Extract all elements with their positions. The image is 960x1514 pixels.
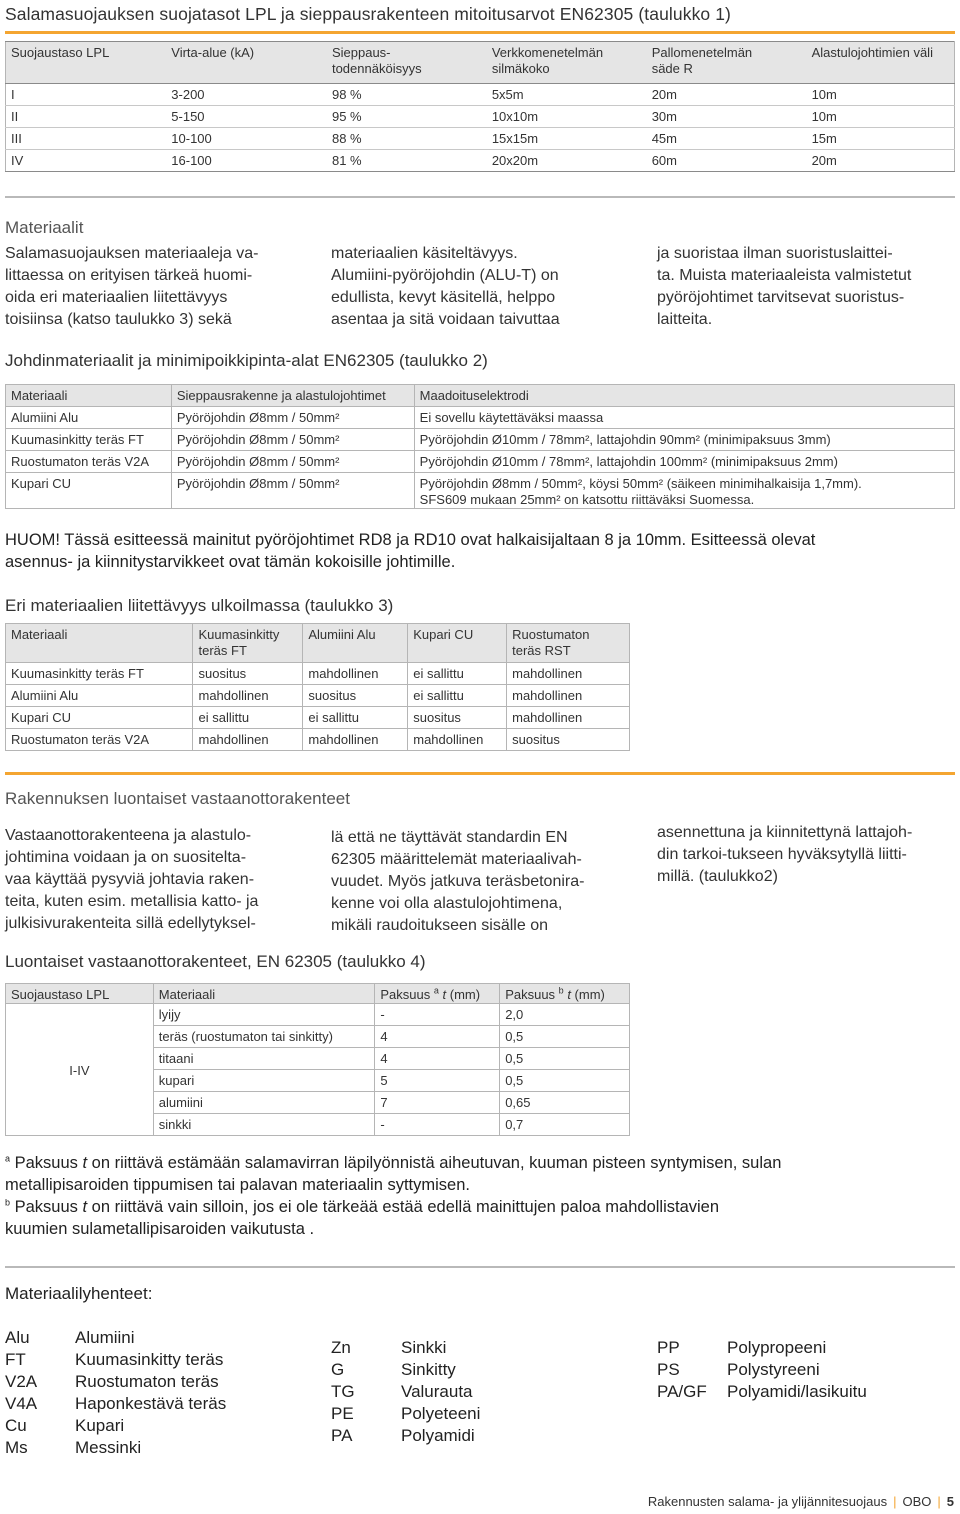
abbreviation-name: Alumiini bbox=[75, 1328, 135, 1347]
materials-col-2 bbox=[331, 243, 631, 331]
table-cell: mahdollinen bbox=[408, 729, 507, 751]
text-line: johtimina voidaan ja on suositelta- bbox=[5, 849, 247, 866]
table-cell: sinkki bbox=[153, 1114, 375, 1136]
header-cell: Materiaali bbox=[6, 385, 172, 407]
table-cell: 5-150 bbox=[166, 106, 327, 128]
table-row bbox=[6, 663, 630, 685]
table-cell: 5 bbox=[375, 1070, 500, 1092]
abbreviations-heading: Materiaalilyhenteet: bbox=[5, 1284, 153, 1303]
abbreviation-name: Polyamidi/lasikuitu bbox=[727, 1382, 867, 1401]
cell-line: Kuumasinkitty teräs FT bbox=[11, 432, 144, 447]
cell-line: Pyöröjohdin Ø10mm / 78mm², lattajohdin 100mm² (minimipaksuus 2mm) bbox=[419, 454, 838, 469]
table-cell bbox=[6, 407, 172, 429]
table-cell: mahdollinen bbox=[507, 685, 630, 707]
text-line: Vastaanottorakenteena ja alastulo- bbox=[5, 827, 252, 844]
cell-line: teräs FT bbox=[198, 643, 247, 658]
abbreviation-row bbox=[657, 1337, 867, 1359]
header-cell: Paksuus $^b$ t (mm) bbox=[500, 984, 630, 1004]
cell-line: teräs RST bbox=[512, 643, 571, 658]
abbreviation-code: PS bbox=[657, 1360, 680, 1379]
cell-line: Pyöröjohdin Ø8mm / 50mm² bbox=[176, 476, 340, 491]
text-line: julkisivurakenteita sillä edellytyksel- bbox=[5, 915, 256, 932]
table-cell: 95 % bbox=[327, 106, 487, 128]
conductor-table bbox=[5, 384, 955, 509]
table-cell bbox=[414, 451, 954, 473]
cell-line: Alastulojohtimien väli bbox=[811, 45, 933, 60]
table-cell bbox=[171, 407, 414, 429]
table-cell: 0,5 bbox=[500, 1048, 630, 1070]
cell-line: Sieppaus- bbox=[331, 45, 391, 60]
cell-line: Pyöröjohdin Ø10mm / 78mm², lattajohdin 90mm² (minimipaksuus 3mm) bbox=[419, 432, 831, 447]
header-cell bbox=[408, 624, 507, 663]
abbreviation-name: Polyamidi bbox=[401, 1426, 475, 1445]
table-cell bbox=[414, 407, 954, 429]
table-cell: Kuumasinkitty teräs FT bbox=[6, 663, 193, 685]
abbreviation-name: Sinkitty bbox=[401, 1360, 456, 1379]
footer-brand: OBO bbox=[902, 1494, 932, 1509]
table-row bbox=[6, 473, 955, 509]
abbreviation-group-1 bbox=[5, 1327, 226, 1459]
table-row bbox=[6, 429, 955, 451]
header-cell bbox=[303, 624, 408, 663]
abbreviation-row bbox=[331, 1337, 480, 1359]
materials-col-1 bbox=[5, 243, 305, 331]
footnote-a bbox=[5, 1152, 955, 1196]
header-cell: Sieppausrakenne ja alastulojohtimet bbox=[171, 385, 414, 407]
table-cell: suositus bbox=[303, 685, 408, 707]
abbreviation-code: PA/GF bbox=[657, 1382, 707, 1401]
table-row bbox=[6, 407, 955, 429]
abbreviation-row bbox=[657, 1359, 867, 1381]
abbreviation-name: Polyeteeni bbox=[401, 1404, 481, 1423]
table-row bbox=[6, 106, 955, 128]
text-line: lä että ne täyttävät standardin EN bbox=[331, 829, 568, 846]
natural-col-1 bbox=[5, 825, 305, 935]
abbreviation-code: Alu bbox=[5, 1328, 30, 1347]
text-line: HUOM! Tässä esitteessä mainitut pyöröjohtimet RD8 ja RD10 ovat halkaisijaltaan 8 ja 10mm. Esitteessä olevat bbox=[5, 531, 816, 549]
table-cell: teräs (ruostumaton tai sinkitty) bbox=[153, 1026, 375, 1048]
table-cell: 10-100 bbox=[166, 128, 327, 150]
abbreviation-group-2 bbox=[331, 1337, 480, 1447]
section-rule-orange bbox=[5, 772, 955, 775]
cell-line: Kupari CU bbox=[11, 476, 71, 491]
table-cell: I bbox=[6, 84, 167, 106]
text-line: edullista, kevyt käsitellä, helppo bbox=[331, 289, 556, 306]
abbreviation-row bbox=[331, 1381, 480, 1403]
table-cell: - bbox=[375, 1114, 500, 1136]
table-cell: 60m bbox=[647, 150, 807, 172]
text-line: ja suoristaa ilman suoristuslaittei- bbox=[657, 245, 893, 262]
cell-line: Materiaali bbox=[11, 627, 68, 642]
table-cell: 0,65 bbox=[500, 1092, 630, 1114]
section-rule bbox=[5, 196, 955, 198]
section-rule bbox=[5, 1266, 955, 1268]
table-cell: 2,0 bbox=[500, 1004, 630, 1026]
text-line: metallipisaroiden tippumisen tai palavan materiaalin syttymisen. bbox=[5, 1176, 470, 1194]
table-cell: 20m bbox=[807, 150, 955, 172]
table-row bbox=[6, 1004, 630, 1026]
abbreviation-name: Ruostumaton teräs bbox=[75, 1372, 219, 1391]
table-row bbox=[6, 685, 630, 707]
header-cell: Materiaali bbox=[153, 984, 375, 1004]
table2-title: Johdinmateriaalit ja minimipoikkipinta-alat EN62305 (taulukko 2) bbox=[5, 351, 488, 370]
cell-line: todennäköisyys bbox=[331, 61, 422, 76]
table-cell: 3-200 bbox=[166, 84, 327, 106]
table-header-row bbox=[6, 984, 630, 1004]
cell-line: Pyöröjohdin Ø8mm / 50mm² bbox=[176, 432, 340, 447]
table-cell: ei sallittu bbox=[193, 707, 303, 729]
footnote-b bbox=[5, 1196, 955, 1240]
page-title: Salamasuojauksen suojatasot LPL ja sieppausrakenteen mitoitusarvot EN62305 (taulukko 1) bbox=[5, 4, 731, 24]
text-line: asennettuna ja kiinnitettynä lattajoh- bbox=[657, 824, 913, 841]
thickness-table bbox=[5, 983, 630, 1136]
abbreviation-row bbox=[331, 1359, 480, 1381]
table-cell: 15m bbox=[807, 128, 955, 150]
footer-separator: | bbox=[937, 1494, 941, 1509]
text-line: vuudet. Myös jatkuva teräsbetonira- bbox=[331, 873, 585, 890]
abbreviation-name: Kuumasinkitty teräs bbox=[75, 1350, 224, 1369]
text-line: toisiinsa (katso taulukko 3) sekä bbox=[5, 311, 232, 328]
cell-line: Suojaustaso LPL bbox=[11, 45, 110, 60]
abbreviation-row bbox=[657, 1381, 867, 1403]
table-cell: kupari bbox=[153, 1070, 375, 1092]
table-cell: mahdollinen bbox=[303, 729, 408, 751]
table-cell bbox=[171, 429, 414, 451]
table-cell: ei sallittu bbox=[408, 685, 507, 707]
table-cell: III bbox=[6, 128, 167, 150]
cell-line: Ruostumaton bbox=[512, 627, 590, 642]
abbreviation-name: Valurauta bbox=[401, 1382, 473, 1401]
header-cell bbox=[6, 42, 167, 84]
table-cell bbox=[6, 451, 172, 473]
abbreviation-name: Kupari bbox=[75, 1416, 125, 1435]
table-cell: 0,5 bbox=[500, 1070, 630, 1092]
text-line: ta. Muista materiaaleista valmistetut bbox=[657, 267, 912, 284]
abbreviation-name: Polypropeeni bbox=[727, 1338, 827, 1357]
table-header-row bbox=[6, 42, 955, 84]
table-cell: 0,7 bbox=[500, 1114, 630, 1136]
abbreviation-group-3 bbox=[657, 1337, 867, 1403]
table-cell: 0,5 bbox=[500, 1026, 630, 1048]
table-cell: 5x5m bbox=[487, 84, 647, 106]
text-line: mikäli raudoitukseen sisälle on bbox=[331, 917, 548, 934]
abbreviation-row bbox=[5, 1371, 226, 1393]
table-cell: mahdollinen bbox=[303, 663, 408, 685]
text-line: Salamasuojauksen materiaaleja va- bbox=[5, 245, 259, 262]
table-row bbox=[6, 707, 630, 729]
table-row bbox=[6, 84, 955, 106]
abbreviation-name: Haponkestävä teräs bbox=[75, 1394, 227, 1413]
page-number: 5 bbox=[946, 1494, 954, 1509]
text-line: littaessa on erityisen tärkeä huomi- bbox=[5, 267, 253, 284]
footer-separator: | bbox=[893, 1494, 897, 1509]
table-cell: II bbox=[6, 106, 167, 128]
protection-level-cell: I-IV bbox=[6, 1004, 154, 1136]
table-cell: 10m bbox=[807, 106, 955, 128]
abbreviation-code: G bbox=[331, 1360, 345, 1379]
text-line: millä. (taulukko2) bbox=[657, 868, 778, 885]
natural-col-2 bbox=[331, 827, 631, 937]
abbreviation-row bbox=[331, 1425, 480, 1447]
table-cell: 4 bbox=[375, 1026, 500, 1048]
table-cell: 98 % bbox=[327, 84, 487, 106]
cell-line: Pallomenetelmän bbox=[651, 45, 753, 60]
text-line: kenne voi olla alastulojohtimena, bbox=[331, 895, 563, 912]
table-cell: titaani bbox=[153, 1048, 375, 1070]
page-footer bbox=[648, 1494, 954, 1509]
table-cell: 45m bbox=[647, 128, 807, 150]
table-cell: 88 % bbox=[327, 128, 487, 150]
table-cell: suositus bbox=[193, 663, 303, 685]
table-cell: 16-100 bbox=[166, 150, 327, 172]
table-cell bbox=[414, 429, 954, 451]
text-line: teita, kuten esim. metallisia katto- ja bbox=[5, 893, 259, 910]
table-cell: lyijy bbox=[153, 1004, 375, 1026]
abbreviation-row bbox=[5, 1437, 226, 1459]
cell-line: silmäkoko bbox=[491, 61, 550, 76]
table-cell: IV bbox=[6, 150, 167, 172]
abbreviation-row bbox=[5, 1327, 226, 1349]
abbreviation-code: Ms bbox=[5, 1438, 28, 1457]
table-cell: 20x20m bbox=[487, 150, 647, 172]
abbreviation-code: TG bbox=[331, 1382, 355, 1401]
cell-line: Alumiini Alu bbox=[308, 627, 376, 642]
text-line: materiaalien käsiteltävyys. bbox=[331, 245, 518, 262]
footer-text: Rakennusten salama- ja ylijännitesuojaus bbox=[647, 1494, 888, 1509]
table-cell: mahdollinen bbox=[193, 685, 303, 707]
cell-line: säde R bbox=[651, 61, 693, 76]
huom-note bbox=[5, 529, 955, 573]
table-cell: 30m bbox=[647, 106, 807, 128]
table-cell: mahdollinen bbox=[507, 707, 630, 729]
table-cell: alumiini bbox=[153, 1092, 375, 1114]
abbreviation-name: Sinkki bbox=[401, 1338, 447, 1357]
text-line: asentaa ja sitä voidaan taivuttaa bbox=[331, 311, 560, 328]
table-cell: 7 bbox=[375, 1092, 500, 1114]
cell-line: Pyöröjohdin Ø8mm / 50mm² bbox=[176, 410, 340, 425]
table-cell: ei sallittu bbox=[303, 707, 408, 729]
materials-heading: Materiaalit bbox=[5, 218, 84, 237]
cell-line: Ruostumaton teräs V2A bbox=[11, 454, 150, 469]
abbreviation-row bbox=[331, 1403, 480, 1425]
table-cell: 10x10m bbox=[487, 106, 647, 128]
table-row bbox=[6, 128, 955, 150]
table-cell: ei sallittu bbox=[408, 663, 507, 685]
cell-line: Pyöröjohdin Ø8mm / 50mm² bbox=[176, 454, 340, 469]
table-cell: mahdollinen bbox=[193, 729, 303, 751]
abbreviation-code: Cu bbox=[5, 1416, 27, 1435]
abbreviation-row bbox=[5, 1349, 226, 1371]
cell-line: Ei sovellu käytettäväksi maassa bbox=[419, 410, 604, 425]
abbreviation-code: FT bbox=[5, 1350, 26, 1369]
header-cell: Suojaustaso LPL bbox=[6, 984, 154, 1004]
compatibility-table bbox=[5, 623, 630, 751]
table-cell: 81 % bbox=[327, 150, 487, 172]
table-header-row bbox=[6, 385, 955, 407]
natural-col-3 bbox=[657, 822, 957, 888]
table-cell: Alumiini Alu bbox=[6, 685, 193, 707]
table-cell: Kupari CU bbox=[6, 707, 193, 729]
table-row bbox=[6, 729, 630, 751]
header-cell: Paksuus $^a$ t (mm) bbox=[375, 984, 500, 1004]
header-cell bbox=[487, 42, 647, 84]
text-line: 62305 määrittelemät materiaalivah- bbox=[331, 851, 582, 868]
header-cell bbox=[807, 42, 955, 84]
abbreviation-name: Messinki bbox=[75, 1438, 142, 1457]
cell-line: Verkkomenetelmän bbox=[491, 45, 604, 60]
title-rule bbox=[5, 31, 955, 34]
table-cell: suositus bbox=[507, 729, 630, 751]
table-cell: 10m bbox=[807, 84, 955, 106]
text-line: pyöröjohtimet tarvitsevat suoristus- bbox=[657, 289, 905, 306]
table4-title: Luontaiset vastaanottorakenteet, EN 62305 (taulukko 4) bbox=[5, 952, 426, 971]
text-line: laitteita. bbox=[657, 311, 713, 328]
abbreviation-code: PE bbox=[331, 1404, 354, 1423]
text-line: $^a$ Paksuus t on riittävä estämään salamavirran läpilyönnistä aiheutuvan, kuuman pisteen syntymisen, sulan bbox=[5, 1153, 782, 1172]
abbreviation-row bbox=[5, 1415, 226, 1437]
table-cell: Ruostumaton teräs V2A bbox=[6, 729, 193, 751]
header-cell bbox=[507, 624, 630, 663]
text-line: Alumiini-pyöröjohdin (ALU-T) on bbox=[331, 267, 559, 284]
table-cell: - bbox=[375, 1004, 500, 1026]
header-cell bbox=[6, 624, 193, 663]
table-cell: suositus bbox=[408, 707, 507, 729]
text-line: din tarkoi-tukseen hyväksytyllä liitti- bbox=[657, 846, 907, 863]
header-cell bbox=[327, 42, 487, 84]
lpl-table bbox=[5, 41, 955, 172]
table-cell: 4 bbox=[375, 1048, 500, 1070]
header-cell bbox=[193, 624, 303, 663]
abbreviation-code: Zn bbox=[331, 1338, 351, 1357]
header-cell bbox=[647, 42, 807, 84]
table-cell: mahdollinen bbox=[507, 663, 630, 685]
table-cell bbox=[6, 429, 172, 451]
abbreviation-code: PA bbox=[331, 1426, 353, 1445]
abbreviation-code: V4A bbox=[5, 1394, 38, 1413]
abbreviation-code: V2A bbox=[5, 1372, 38, 1391]
abbreviation-code: PP bbox=[657, 1338, 680, 1357]
cell-line: Kuumasinkitty bbox=[198, 627, 280, 642]
table-cell bbox=[6, 473, 172, 509]
cell-note: SFS609 mukaan 25mm² on katsottu riittäväksi Suomessa. bbox=[419, 492, 755, 507]
text-line: $^b$ Paksuus t on riittävä vain silloin, jos ei ole tärkeää estää edellä mainittujen paloa mahdollistavien bbox=[5, 1197, 720, 1216]
table-cell: 20m bbox=[647, 84, 807, 106]
cell-line: Alumiini Alu bbox=[11, 410, 79, 425]
text-line: kuumien sulametallipisaroiden vaikutusta . bbox=[5, 1220, 315, 1238]
text-line: oida eri materiaalien liitettävyys bbox=[5, 289, 228, 306]
cell-line: Pyöröjohdin Ø8mm / 50mm², köysi 50mm² (säikeen minimihalkaisija 1,7mm). bbox=[419, 476, 862, 491]
materials-col-3 bbox=[657, 243, 957, 331]
table-cell: 15x15m bbox=[487, 128, 647, 150]
header-cell bbox=[166, 42, 327, 84]
table-cell bbox=[171, 451, 414, 473]
text-line: asennus- ja kiinnitystarvikkeet ovat tämän kokoisille johtimille. bbox=[5, 553, 456, 571]
cell-line: Kupari CU bbox=[413, 627, 474, 642]
table-cell bbox=[171, 473, 414, 509]
table-cell bbox=[414, 473, 954, 509]
table-row bbox=[6, 451, 955, 473]
header-cell: Maadoituselektrodi bbox=[414, 385, 954, 407]
table-row bbox=[6, 150, 955, 172]
table-header-row bbox=[6, 624, 630, 663]
table3-title: Eri materiaalien liitettävyys ulkoilmassa (taulukko 3) bbox=[5, 596, 394, 615]
natural-heading: Rakennuksen luontaiset vastaanottorakenteet bbox=[5, 789, 350, 808]
abbreviation-name: Polystyreeni bbox=[727, 1360, 820, 1379]
abbreviation-row bbox=[5, 1393, 226, 1415]
text-line: vaa käyttää pysyviä johtavia raken- bbox=[5, 871, 255, 888]
cell-line: Virta-alue (kA) bbox=[171, 45, 255, 60]
